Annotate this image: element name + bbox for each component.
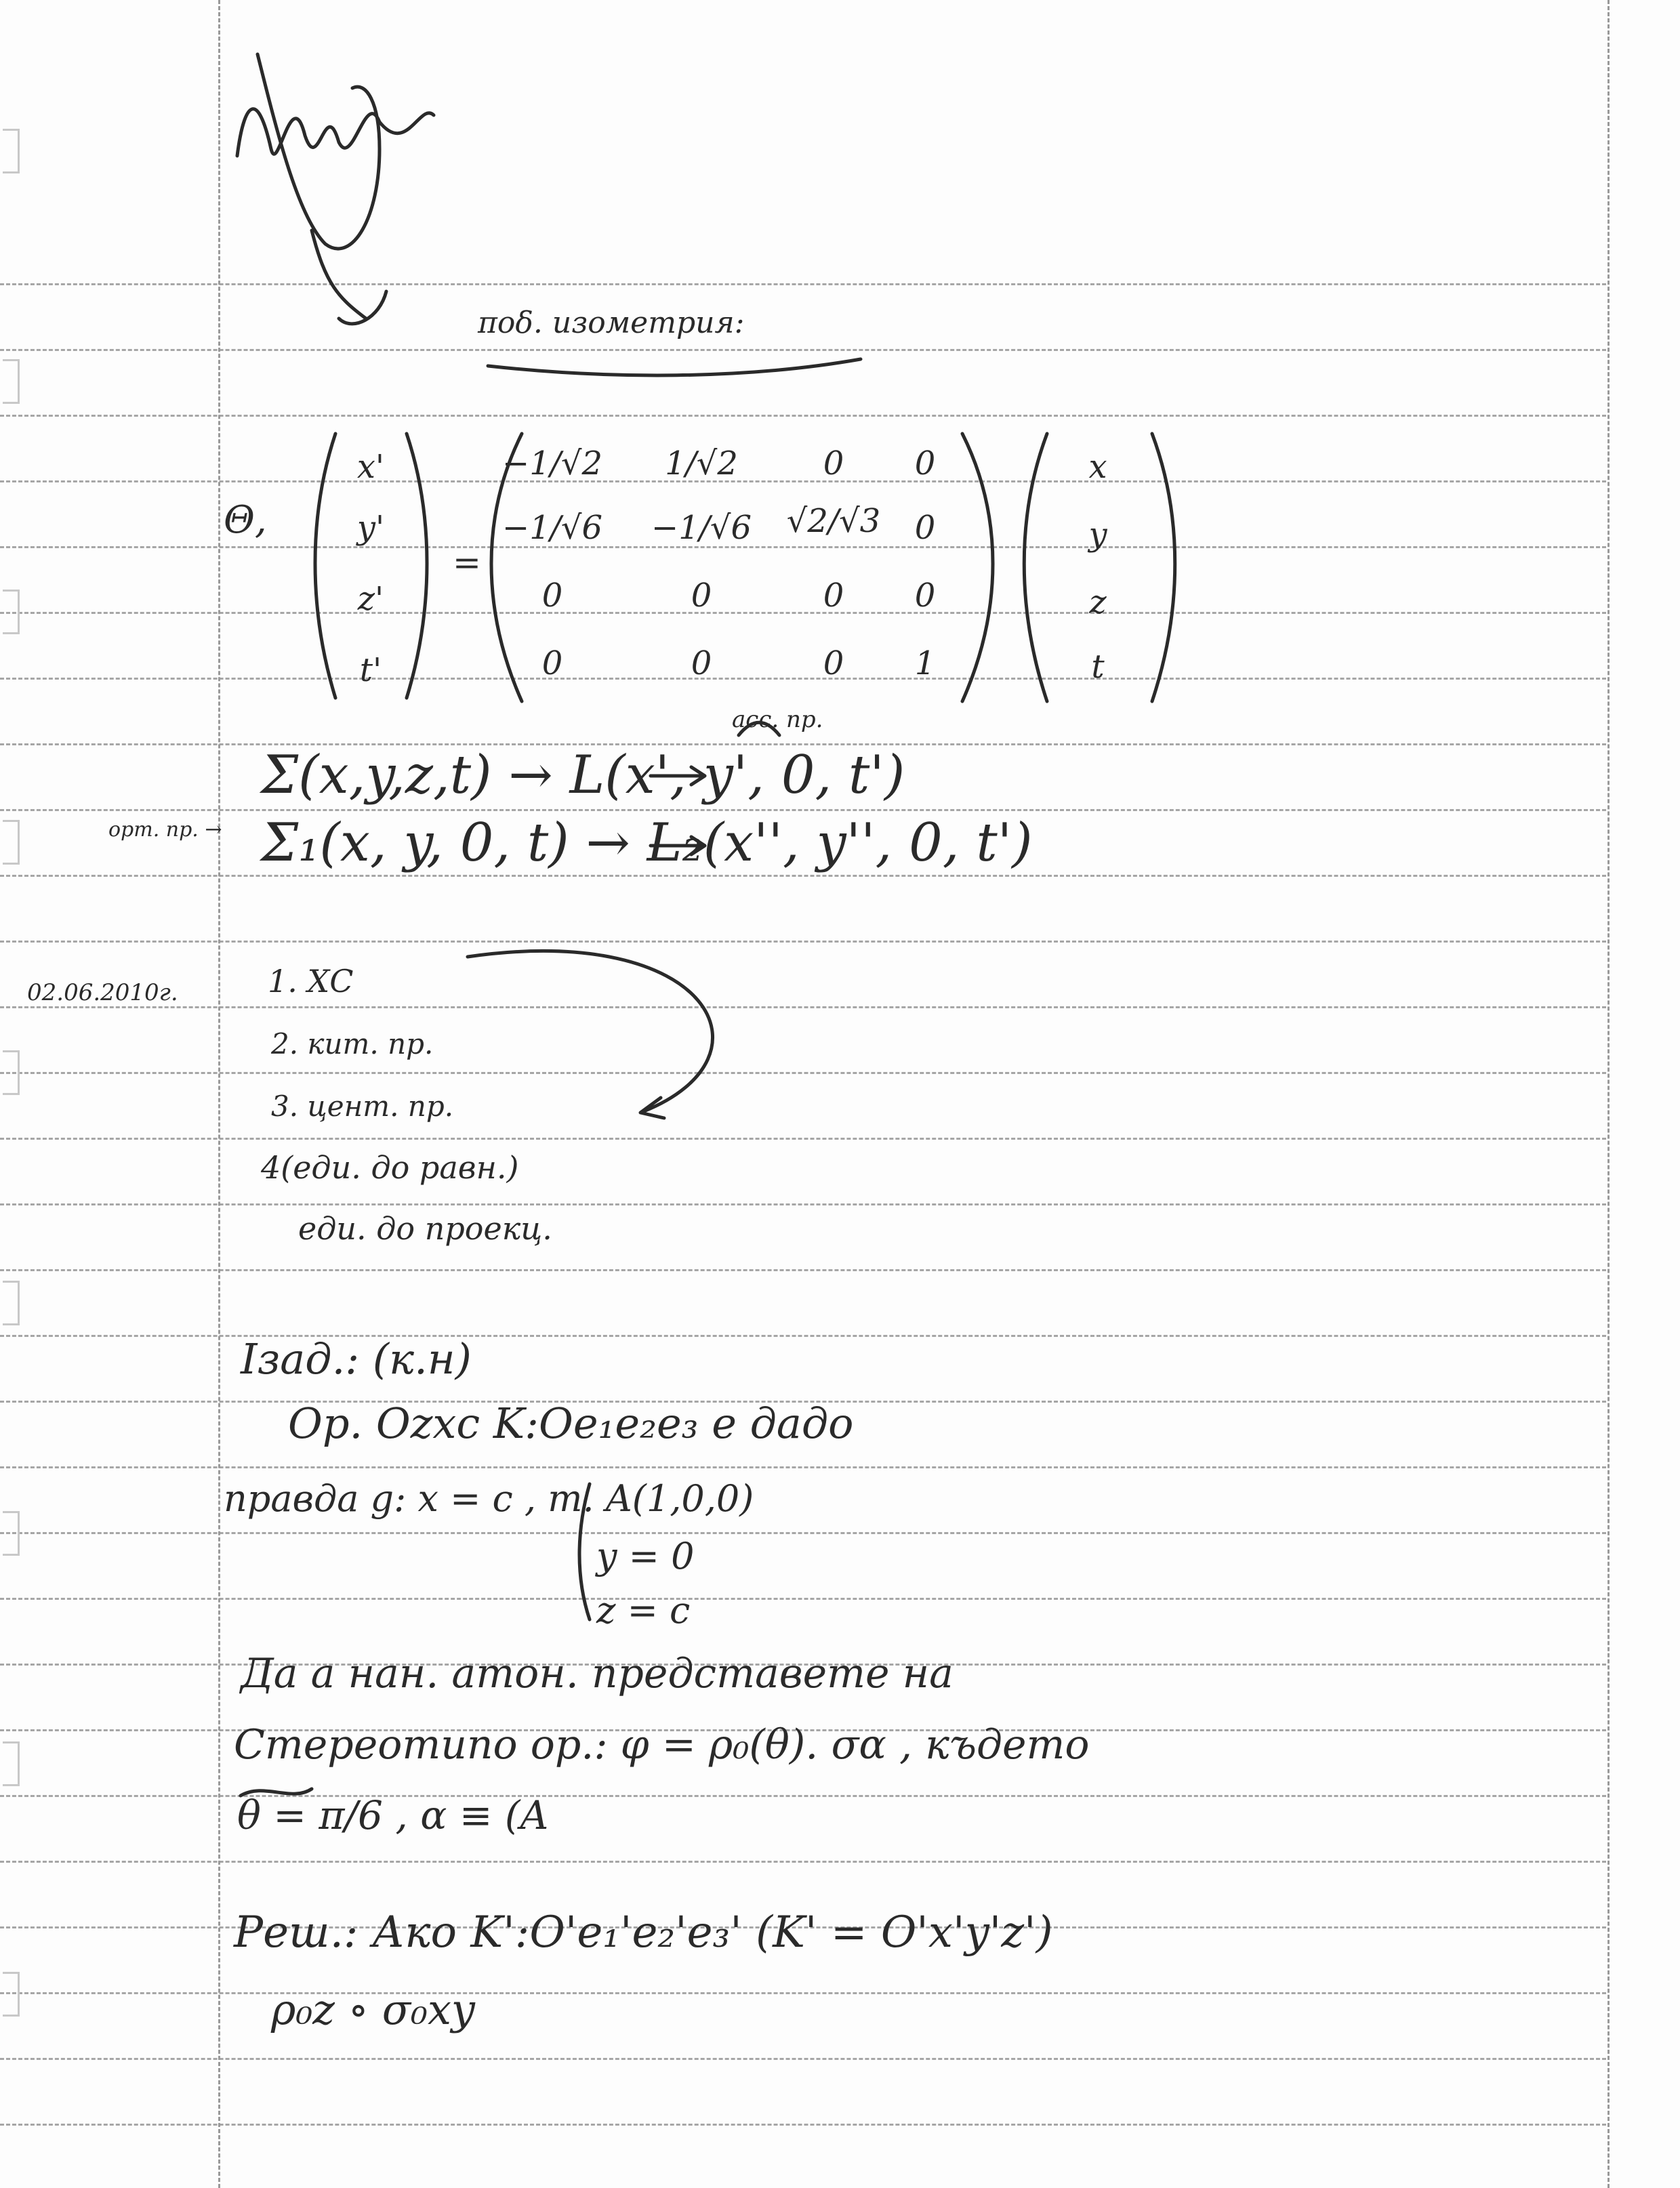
matrix-cell: 0 xyxy=(541,644,563,682)
heading-underline xyxy=(488,359,861,375)
list-item: 1. ХС xyxy=(268,963,354,999)
curved-arrow xyxy=(468,951,713,1111)
vector-right-entry: t xyxy=(1091,648,1105,686)
matrix-cell: 0 xyxy=(541,577,563,615)
matrix-cell: −1/√2 xyxy=(501,445,603,482)
problem-line: θ = π/6 , α ≡ (A xyxy=(237,1792,549,1838)
matrix-cell: 0 xyxy=(691,577,712,615)
matrix-cell: 0 xyxy=(691,644,712,682)
problem-title: Iзад.: (к.н) xyxy=(241,1334,472,1384)
matrix-cell: 0 xyxy=(823,644,844,682)
mapping-side-note: орт. пр. → xyxy=(108,818,222,842)
theta-label: Θ, xyxy=(224,498,267,542)
problem-line: правда g: x = c , т. A(1,0,0) xyxy=(224,1477,754,1520)
matrix-cell: 0 xyxy=(914,577,936,615)
matrix-cell: 0 xyxy=(914,445,936,482)
list-item: 2. кит. пр. xyxy=(271,1027,434,1060)
date-label: 02.06.2010г. xyxy=(27,979,178,1006)
system-equation: y = 0 xyxy=(596,1535,695,1577)
scribble-tail xyxy=(312,230,366,318)
vector-left-entry: x' xyxy=(356,448,385,486)
vector-right-entry: x xyxy=(1088,448,1107,486)
solution-line: Реш.: Ако K':O'e₁'e₂'e₃' (K' = O'x'y'z') xyxy=(234,1907,1053,1958)
scribble-hook xyxy=(339,291,386,324)
problem-line: Да а нан. атон. представете на xyxy=(241,1650,954,1697)
matrix-cell: 1 xyxy=(914,644,936,682)
heading-note: ποδ. изометрия: xyxy=(478,306,745,340)
matrix-cell: −1/√6 xyxy=(501,509,603,547)
signature-scribble xyxy=(237,109,434,156)
problem-line: Ор. Ozxc K:Oe₁e₂e₃ е дадо xyxy=(288,1399,854,1448)
list-item: 3. цент. пр. xyxy=(271,1090,454,1123)
bracket-right-open xyxy=(1024,434,1047,701)
vector-left-entry: z' xyxy=(357,580,384,618)
list-item: еди. до проекц. xyxy=(298,1210,552,1247)
mapping-line-1: Σ(x,y,z,t) → L(x', y', 0, t') xyxy=(261,745,905,806)
list-item: 4(еди. до равн.) xyxy=(261,1149,519,1186)
matrix-cell: 0 xyxy=(823,445,844,482)
equals-sign: = xyxy=(453,543,481,582)
matrix-cell: −1/√6 xyxy=(651,509,752,547)
matrix-cell: √2/√3 xyxy=(786,502,881,540)
vector-right-entry: y xyxy=(1088,516,1107,554)
matrix-cell: 0 xyxy=(823,577,844,615)
solution-line: ρ₀z ∘ σ₀xy xyxy=(271,1985,475,2034)
matrix-cell: 1/√2 xyxy=(665,445,738,482)
vector-left-entry: y' xyxy=(356,509,385,547)
problem-line: Стереотипо ор.: φ = ρ₀(θ). σα , където xyxy=(234,1721,1090,1769)
matrix-cell: 0 xyxy=(914,509,936,547)
vector-right-entry: z xyxy=(1089,583,1107,621)
bracket-right-close xyxy=(1152,434,1175,701)
system-equation: z = c xyxy=(596,1589,691,1632)
vector-left-entry: t' xyxy=(359,651,382,689)
mapping-annotation: асс. пр. xyxy=(732,706,823,733)
mapping-line-2: Σ₁(x, y, 0, t) → L₂(x'', y'', 0, t') xyxy=(261,812,1033,873)
